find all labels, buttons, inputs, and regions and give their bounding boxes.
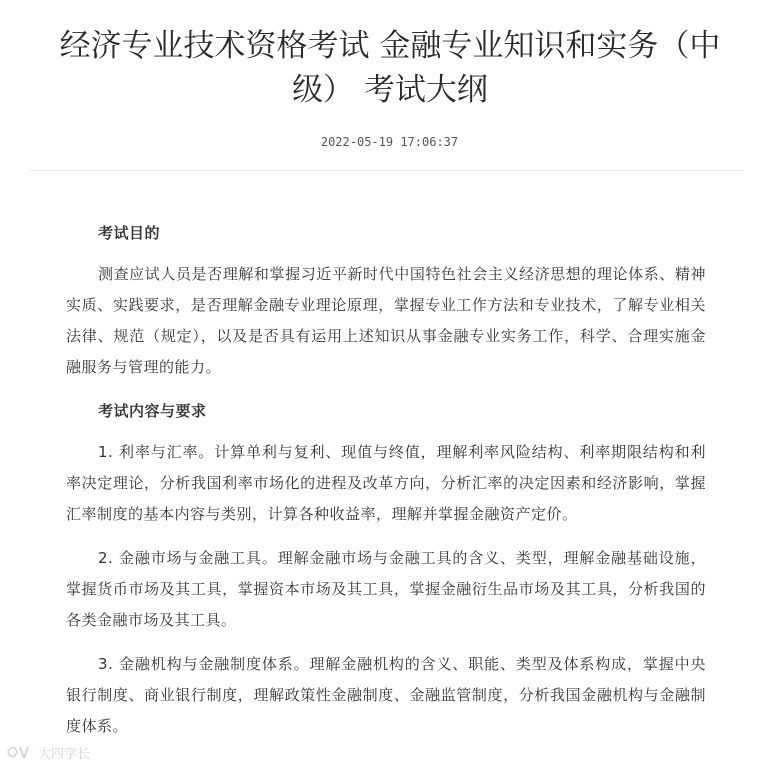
paragraph: 3. 金融机构与金融制度体系。理解金融机构的含义、职能、类型及体系构成，掌握中央银行制度、商业银行制度，理解政策性金融制度、金融监管制度，分析我国金融机构与金融制度体系。: [66, 655, 706, 735]
watermark-text: 大四学长: [38, 746, 91, 762]
paragraph: 2. 金融市场与金融工具。理解金融市场与金融工具的含义、类型，理解金融基础设施，掌握货币市场及其工具，掌握资本市场及其工具，掌握金融衍生品市场及其工具，分析我国的各类金融市场及其工具。: [66, 549, 706, 629]
article-body: [66, 218, 706, 755]
publish-date: 2022-05-19 17:06:37: [320, 135, 459, 149]
watermark: [6, 740, 90, 764]
section-heading: 考试内容与要求: [98, 402, 207, 420]
article-title: 经济专业技术资格考试 金融专业知识和实务（中级） 考试大纲: [59, 28, 721, 108]
divider: [30, 170, 744, 171]
section-heading: 考试目的: [98, 224, 161, 242]
watermark-logo-icon: [6, 743, 32, 761]
paragraph: 1. 利率与汇率。计算单利与复利、现值与终值，理解利率风险结构、利率期限结构和利率决定理论，分析我国利率市场化的进程及改革方向，分析汇率的决定因素和经济影响，掌握汇率制度的基本内容与类别，计算各种收益率，理解并掌握金融资产定价。: [66, 443, 706, 523]
paragraph: 测查应试人员是否理解和掌握习近平新时代中国特色社会主义经济思想的理论体系、精神实质、实践要求，是否理解金融专业理论原理，掌握专业工作方法和专业技术，了解专业相关法律、规范（规定），以及是否具有运用上述知识从事金融专业实务工作，科学、合理实施金融服务与管理的能力。: [66, 265, 706, 376]
